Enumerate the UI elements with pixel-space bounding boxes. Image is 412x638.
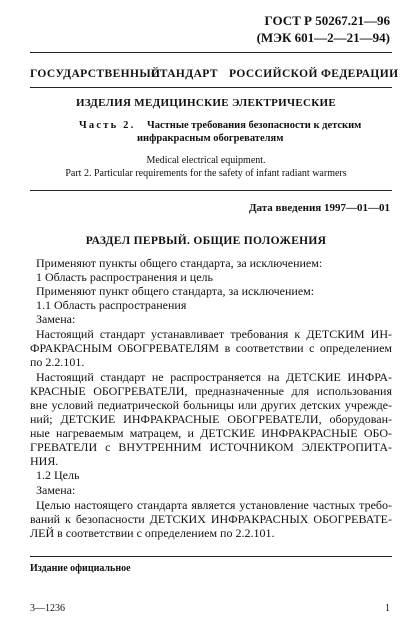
title-rule (30, 190, 392, 191)
body-line: Применяют пункт общего стандарта, за исключением: (36, 284, 315, 298)
standard-code: ГОСТ Р 50267.21—96 (264, 13, 390, 28)
body-line: ваний к безопасности ДЕТСКИХ ИНФРАКРАСНЫХ ОБОГРЕВАТЕ- (30, 512, 392, 526)
body-line: по 2.2.101. (30, 355, 85, 369)
body-line: вне условий педиатрической больницы или других детских учрежде- (30, 398, 392, 412)
body-line: НИЯ. (30, 454, 59, 468)
body-line: Настоящий стандарт устанавливает требования к ДЕТСКИМ ИН- (36, 327, 392, 341)
section-heading: РАЗДЕЛ ПЕРВЫЙ. ОБЩИЕ ПОЛОЖЕНИЯ (85, 235, 327, 247)
iec-code: (МЭК 601—2—21—94) (256, 30, 390, 45)
body-line: Настоящий стандарт не распространяется на ДЕТСКИЕ ИНФРА- (36, 370, 392, 384)
banner-word-3: РОССИЙСКОЙ (229, 68, 318, 80)
body-line: ЛЕЙ в соответствии с определением по 2.2.101. (30, 526, 275, 540)
top-rule (30, 52, 392, 53)
body-line: КРАСНЫЕ ОБОГРЕВАТЕЛИ, предназначенные для использования (30, 384, 392, 398)
footer-rule (30, 556, 392, 557)
official-edition: Издание официальное (30, 563, 131, 574)
body-line: Замена: (36, 312, 76, 326)
body-line: ФРАКРАСНЫМ ОБОГРЕВАТЕЛЯМ в соответствии с определением (30, 341, 392, 355)
body-line: ний; ДЕТСКИЕ ИНФРАКРАСНЫЕ ОБОГРЕВАТЕЛИ, оборудован- (30, 412, 392, 426)
banner-word-1: ГОСУДАРСТВЕННЫЙ (30, 68, 161, 80)
part-title-line-2: инфракрасным обогревателям (137, 133, 284, 144)
page-number: 1 (385, 603, 390, 614)
banner-word-4: ФЕДЕРАЦИИ (321, 68, 399, 80)
part-label: Часть 2. (79, 120, 136, 131)
banner-rule (30, 87, 392, 88)
body-line: ГРЕВАТЕЛИ с ВНУТРЕННИМ ИСТОЧНИКОМ ЭЛЕКТРОПИТА- (30, 440, 392, 454)
body-line: Применяют пункты общего стандарта, за исключением: (36, 256, 323, 270)
sheet-number: 3—1236 (30, 603, 65, 614)
introduction-date: Дата введения 1997—01—01 (248, 202, 390, 214)
body-line: Замена: (36, 483, 76, 497)
part-title-line-1: Частные требования безопасности к детским (147, 120, 362, 131)
banner-word-2: СТАНДАРТ (151, 68, 218, 80)
english-title-line-1: Medical electrical equipment. (146, 155, 266, 166)
document-title: ИЗДЕЛИЯ МЕДИЦИНСКИЕ ЭЛЕКТРИЧЕСКИЕ (76, 97, 336, 109)
body-line: ные нагреваемым матрацем, и ДЕТСКИЕ ИНФРАКРАСНЫЕ ОБО- (30, 426, 392, 440)
body-line: 1.1 Область распространения (36, 298, 187, 312)
body-line: 1.2 Цель (36, 468, 80, 482)
body-line: 1 Область распространения и цель (36, 270, 213, 284)
body-line: Целью настоящего стандарта является установление частных требо- (36, 498, 392, 512)
english-title-line-2: Part 2. Particular requirements for the safety of infant radiant warmers (65, 168, 347, 179)
